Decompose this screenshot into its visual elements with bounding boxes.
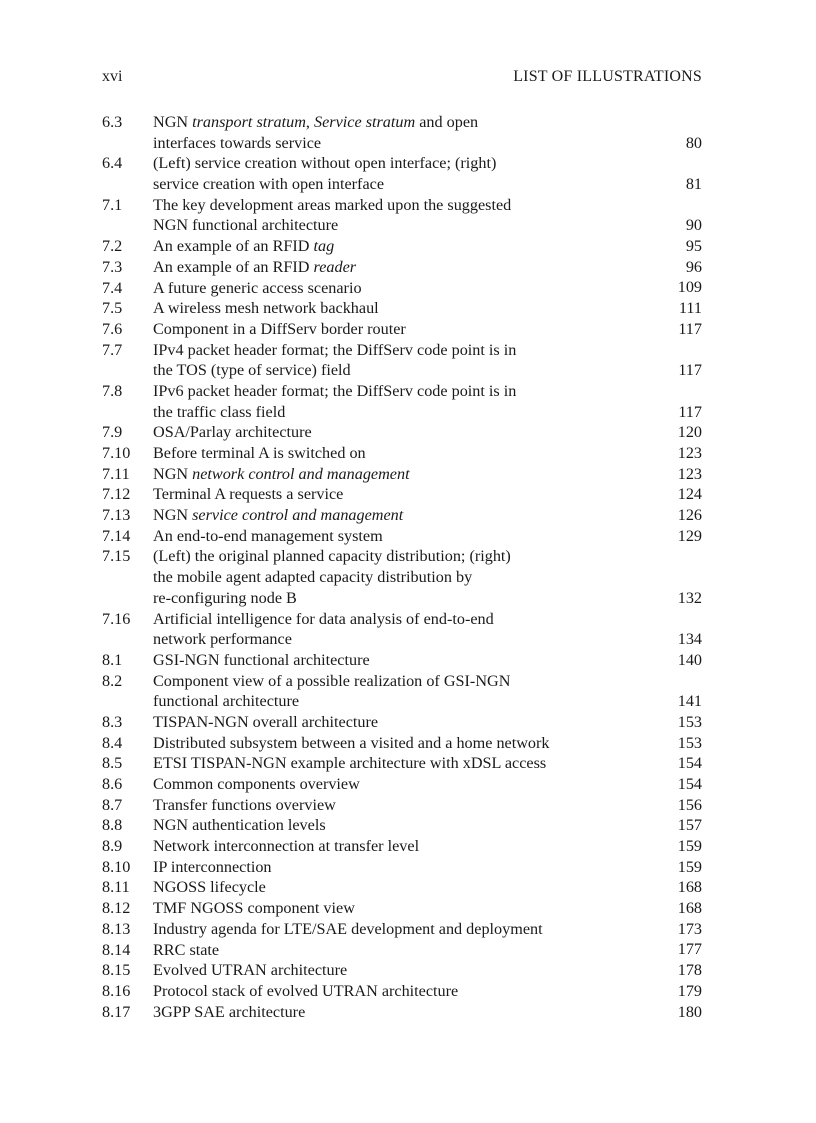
illustrations-list <box>102 112 702 1022</box>
figure-number: 7.6 <box>102 319 123 338</box>
caption-italic-text: network control and management <box>192 464 410 483</box>
caption-text: Network interconnection at transfer level <box>153 837 420 856</box>
caption-line <box>153 402 702 423</box>
page-header <box>102 68 702 90</box>
figure-number: 8.6 <box>102 775 123 793</box>
page-reference: 129 <box>677 526 702 545</box>
caption-italic-text: Service stratum <box>314 113 416 131</box>
list-item <box>102 650 702 671</box>
page-reference: 168 <box>677 878 702 897</box>
caption-line <box>153 857 702 878</box>
caption-text: the traffic class field <box>153 402 286 421</box>
list-item <box>102 1002 702 1023</box>
page-reference: 123 <box>677 443 702 462</box>
caption-line <box>153 753 702 774</box>
page-reference: 111 <box>678 299 702 318</box>
caption-line <box>153 546 702 567</box>
caption-text: IPv6 packet header format; the DiffServ code point is in <box>153 381 517 400</box>
page-reference: 157 <box>677 816 702 835</box>
caption-text: the mobile agent adapted capacity distribution by <box>153 568 473 587</box>
page-reference: 95 <box>685 237 702 256</box>
list-item <box>102 753 702 774</box>
figure-number: 7.4 <box>102 278 123 297</box>
figure-number: 8.10 <box>102 857 131 876</box>
caption-text: Transfer functions overview <box>153 795 336 814</box>
page-reference: 80 <box>685 133 702 152</box>
list-item <box>102 857 702 878</box>
list-item <box>102 671 702 712</box>
list-item <box>102 774 702 795</box>
caption-text: Distributed subsystem between a visited and a home network <box>153 733 550 752</box>
figure-number: 7.15 <box>102 547 131 566</box>
page-reference: 124 <box>677 485 702 504</box>
caption-line <box>153 877 702 898</box>
page-reference: 153 <box>677 733 702 752</box>
figure-number: 8.9 <box>102 837 123 856</box>
caption-text: Common components overview <box>153 775 360 793</box>
page-reference: 96 <box>685 257 702 276</box>
caption-text: The key development areas marked upon the suggested <box>153 195 512 214</box>
caption-text: An end-to-end management system <box>153 526 383 545</box>
figure-number: 6.3 <box>102 113 123 131</box>
caption-text: An example of an RFID <box>153 257 314 276</box>
caption-line <box>153 898 702 919</box>
caption-line <box>153 464 702 485</box>
caption-text: TISPAN-NGN overall architecture <box>153 712 379 731</box>
list-item <box>102 278 702 299</box>
list-item <box>102 877 702 898</box>
page-reference: 140 <box>677 650 702 669</box>
list-item <box>102 195 702 236</box>
page-reference: 154 <box>677 774 702 793</box>
list-item <box>102 815 702 836</box>
list-item <box>102 112 702 153</box>
caption-text: Before terminal A is switched on <box>153 444 366 462</box>
list-item <box>102 960 702 981</box>
page-reference: 159 <box>677 857 702 876</box>
caption-italic-text: transport stratum <box>192 113 306 131</box>
caption-text: IPv4 packet header format; the DiffServ code point is in <box>153 340 517 359</box>
page-reference: 123 <box>677 464 702 483</box>
figure-number: 8.5 <box>102 754 123 773</box>
caption-line <box>153 112 702 133</box>
figure-number: 7.13 <box>102 506 131 525</box>
caption-line <box>153 567 702 588</box>
caption-line <box>153 815 702 836</box>
caption-line <box>153 981 702 1002</box>
figure-number: 8.8 <box>102 816 123 835</box>
caption-line <box>153 650 702 671</box>
caption-line <box>153 257 702 278</box>
page-reference: 156 <box>677 795 702 814</box>
caption-text: NGN <box>153 113 193 131</box>
figure-number: 6.4 <box>102 154 123 173</box>
list-item <box>102 505 702 526</box>
caption-text: NGN functional architecture <box>153 216 339 235</box>
caption-line <box>153 484 702 505</box>
list-item <box>102 712 702 733</box>
list-item <box>102 422 702 443</box>
caption-text: Protocol stack of evolved UTRAN architecture <box>153 981 459 1000</box>
caption-line <box>153 629 702 650</box>
caption-text: A future generic access scenario <box>153 278 362 297</box>
figure-number: 8.2 <box>102 671 123 690</box>
page-reference: 109 <box>677 278 702 297</box>
page-reference: 153 <box>677 712 702 731</box>
caption-line <box>153 919 702 940</box>
caption-text: Component in a DiffServ border router <box>153 319 406 338</box>
caption-line <box>153 215 702 236</box>
caption-line <box>153 422 702 443</box>
page-reference: 120 <box>677 423 702 442</box>
caption-italic-text: reader <box>313 257 357 276</box>
page-reference: 117 <box>678 361 702 380</box>
caption-text: NGN <box>153 464 193 483</box>
list-item <box>102 733 702 754</box>
figure-number: 8.16 <box>102 981 131 1000</box>
caption-line <box>153 505 702 526</box>
page-reference: 90 <box>685 216 702 235</box>
page-reference: 117 <box>678 402 702 421</box>
caption-line <box>153 278 702 299</box>
figure-number: 8.17 <box>102 1002 131 1021</box>
list-item <box>102 443 702 464</box>
page-reference: 180 <box>677 1002 702 1021</box>
figure-number: 8.11 <box>102 878 130 897</box>
page-reference: 168 <box>677 899 702 918</box>
caption-line <box>153 360 702 381</box>
caption-line <box>153 774 702 795</box>
caption-text: service creation with open interface <box>153 175 385 194</box>
caption-text: Component view of a possible realization of GSI-NGN <box>153 671 511 690</box>
caption-line <box>153 319 702 340</box>
list-item <box>102 981 702 1002</box>
list-item <box>102 526 702 547</box>
figure-number: 7.1 <box>102 195 123 214</box>
caption-text: Terminal A requests a service <box>153 485 344 504</box>
page-reference: 178 <box>677 961 702 980</box>
caption-text: interfaces towards service <box>153 133 322 152</box>
page-reference: 126 <box>677 506 702 525</box>
caption-text: (Left) the original planned capacity distribution; (right) <box>153 547 511 566</box>
caption-line <box>153 526 702 547</box>
figure-number: 7.5 <box>102 299 123 318</box>
figure-number: 8.12 <box>102 899 131 918</box>
list-item <box>102 340 702 381</box>
figure-number: 7.12 <box>102 485 131 504</box>
caption-line <box>153 836 702 857</box>
caption-text: , <box>305 113 315 131</box>
figure-number: 8.14 <box>102 940 131 959</box>
list-item <box>102 919 702 940</box>
page-reference: 81 <box>685 175 702 194</box>
list-item <box>102 257 702 278</box>
list-item <box>102 236 702 257</box>
page-reference: 132 <box>677 588 702 607</box>
caption-line <box>153 1002 702 1023</box>
caption-line <box>153 733 702 754</box>
caption-italic-text: tag <box>313 237 335 256</box>
figure-number: 8.13 <box>102 919 131 938</box>
figure-number: 8.4 <box>102 733 123 752</box>
caption-text: TMF NGOSS component view <box>153 899 355 918</box>
list-item <box>102 609 702 650</box>
figure-number: 7.14 <box>102 526 131 545</box>
figure-number: 7.2 <box>102 237 123 256</box>
page-reference: 159 <box>677 837 702 856</box>
caption-text: network performance <box>153 630 292 649</box>
figure-number: 7.8 <box>102 381 123 400</box>
caption-text: Evolved UTRAN architecture <box>153 961 348 980</box>
list-item <box>102 381 702 422</box>
caption-line <box>153 712 702 733</box>
page-reference: 173 <box>677 919 702 938</box>
page-reference: 117 <box>678 319 702 338</box>
list-item <box>102 319 702 340</box>
figure-number: 7.9 <box>102 423 123 442</box>
caption-italic-text: service control and management <box>192 506 404 525</box>
caption-line <box>153 298 702 319</box>
caption-line <box>153 153 702 174</box>
caption-text: NGN <box>153 506 193 525</box>
figure-number: 8.7 <box>102 795 123 814</box>
caption-text: ETSI TISPAN-NGN example architecture with xDSL access <box>153 754 547 773</box>
caption-line <box>153 960 702 981</box>
caption-text: RRC state <box>153 940 220 959</box>
figure-number: 8.15 <box>102 961 131 980</box>
caption-line <box>153 340 702 361</box>
figure-number: 8.1 <box>102 650 123 669</box>
caption-text: functional architecture <box>153 692 300 711</box>
caption-text: A wireless mesh network backhaul <box>153 299 379 318</box>
caption-text: IP interconnection <box>153 857 272 876</box>
page-reference: 177 <box>677 940 702 959</box>
caption-line <box>153 588 702 609</box>
page-reference: 154 <box>677 754 702 773</box>
caption-line <box>153 795 702 816</box>
caption-text: (Left) service creation without open interface; (right) <box>153 154 497 173</box>
caption-line <box>153 609 702 630</box>
page-reference: 141 <box>677 692 702 711</box>
list-item <box>102 298 702 319</box>
caption-line <box>153 133 702 154</box>
figure-number: 7.16 <box>102 609 131 628</box>
caption-text: NGOSS lifecycle <box>153 878 266 897</box>
caption-text: GSI-NGN functional architecture <box>153 650 370 669</box>
caption-text: Artificial intelligence for data analysis of end-to-end <box>153 609 494 628</box>
caption-text: NGN authentication levels <box>153 816 326 835</box>
figure-number: 7.3 <box>102 257 123 276</box>
list-item <box>102 836 702 857</box>
caption-text: the TOS (type of service) field <box>153 361 351 380</box>
caption-line <box>153 195 702 216</box>
caption-line <box>153 691 702 712</box>
running-head: LIST OF ILLUSTRATIONS <box>513 68 702 85</box>
caption-line <box>153 236 702 257</box>
caption-line <box>153 940 702 961</box>
caption-line <box>153 443 702 464</box>
page-reference: 134 <box>677 630 702 649</box>
figure-number: 7.10 <box>102 444 131 462</box>
caption-line <box>153 671 702 692</box>
list-item <box>102 898 702 919</box>
caption-text: 3GPP SAE architecture <box>153 1002 306 1021</box>
caption-line <box>153 381 702 402</box>
caption-text: Industry agenda for LTE/SAE development and deployment <box>153 919 543 938</box>
caption-text: re-configuring node B <box>153 588 297 607</box>
figure-number: 7.7 <box>102 340 123 359</box>
list-item <box>102 153 702 194</box>
list-item <box>102 940 702 961</box>
list-item <box>102 484 702 505</box>
list-item <box>102 546 702 608</box>
list-item <box>102 795 702 816</box>
list-item <box>102 464 702 485</box>
figure-number: 8.3 <box>102 712 123 731</box>
caption-line <box>153 174 702 195</box>
caption-text: OSA/Parlay architecture <box>153 423 312 442</box>
figure-number: 7.11 <box>102 464 130 483</box>
page-reference: 179 <box>677 981 702 1000</box>
page-number: xvi <box>102 68 123 85</box>
caption-text: and open <box>415 113 479 131</box>
caption-text: An example of an RFID <box>153 237 314 256</box>
